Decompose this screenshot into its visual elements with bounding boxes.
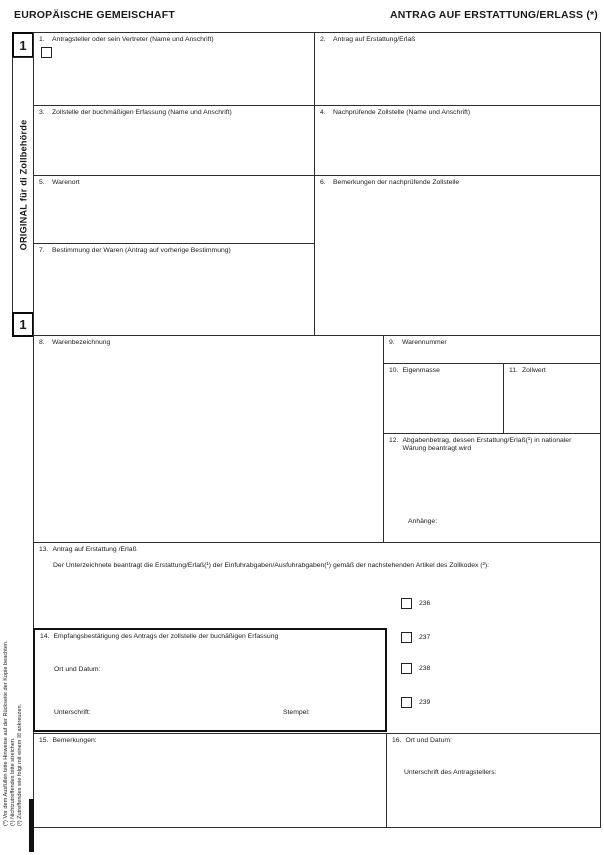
field-14-receipt-confirmation — [33, 628, 387, 732]
option-label: 239 — [419, 699, 431, 706]
scan-artifact-bar — [29, 799, 34, 852]
field-label: 15. Bemerkungen: — [39, 737, 97, 744]
option-label: 236 — [419, 600, 431, 607]
place-date-label: Ort und Datum: — [54, 666, 101, 673]
field-label: 4. Nachprüfende Zollstelle (Name und Anschrift) — [320, 109, 471, 116]
field-11-customs-value — [503, 363, 601, 434]
article-option-236 — [401, 598, 430, 609]
article-option-239 — [401, 697, 430, 708]
field-label: 5. Warenort — [39, 179, 80, 186]
field-label: 11. Zollwert — [509, 367, 546, 374]
field-2-application — [314, 32, 601, 106]
option-label: 237 — [419, 634, 431, 641]
option-label: 238 — [419, 665, 431, 672]
checkbox-236[interactable] — [401, 598, 412, 609]
footnote-1: (¹) Nichtzutreffendes bitte streichen. — [10, 737, 16, 826]
field-7-goods-destination — [33, 243, 315, 336]
field-3-customs-office-entry — [33, 105, 315, 176]
field-label: 10. Eigenmasse — [389, 367, 440, 374]
field-label: 3. Zollstelle der buchmäßigen Erfassung (Name und Anschrift) — [39, 109, 232, 116]
field-16-place-date-signature — [386, 733, 601, 828]
field-label: 13. Antrag auf Erstattung /Erlaß — [39, 546, 137, 553]
field-label: 7. Bestimmung der Waren (Antrag auf vorherige Bestimmung) — [39, 247, 231, 254]
field-1-applicant — [33, 32, 315, 106]
field-4-verifying-customs-office — [314, 105, 601, 176]
field-8-goods-description — [33, 335, 384, 543]
applicant-checkbox[interactable] — [41, 47, 52, 58]
declaration-text: Der Unterzeichnete beantragt die Erstattung/Erlaß(¹) der Einfuhrabgaben/Ausfuhrabgaben(¹) gemäß der nachstehenden Artikel des Zollkodex (²): — [53, 562, 489, 569]
checkbox-238[interactable] — [401, 663, 412, 674]
applicant-signature-label: Unterschrift des Antragstellers: — [404, 769, 497, 776]
form-title: ANTRAG AUF ERSTATTUNG/ERLASS (*) — [389, 9, 598, 21]
stamp-label: Stempel: — [283, 709, 310, 716]
copy-label-cell — [12, 57, 34, 313]
field-label: 9. Warennummer — [389, 339, 447, 346]
footnote-2: (²) Zutreffendes wie folgt mit einem ☒ ankreuzen. — [17, 703, 23, 826]
attachments-label: Anhänge: — [408, 518, 438, 525]
footnote-asterisk: (*) Vor dem Ausfüllen bitte Hinweise auf der Rückseite der Kopie beachten. — [3, 640, 9, 826]
field-6-remarks-verifying-office — [314, 175, 601, 336]
copy-number-bottom: 1 — [12, 312, 34, 337]
field-label: 12. Abgabenbetrag, dessen Erstattung/Erlaß(¹) in nationaler Wärung beantragt wird — [389, 437, 572, 452]
checkbox-237[interactable] — [401, 632, 412, 643]
field-12-duty-amount — [383, 433, 601, 543]
copy-number-top: 1 — [12, 32, 34, 58]
signature-label: Unterschrift: — [54, 709, 91, 716]
field-label: 14. Empfangsbestätigung des Antrags der zollstelle der buchäßigen Erfassung — [40, 633, 279, 640]
field-5-goods-location — [33, 175, 315, 244]
field-15-remarks — [33, 733, 387, 828]
field-label: 8. Warenbezeichnung — [39, 339, 111, 346]
margin-footnotes — [3, 628, 24, 826]
copy-label-vertical: ORIGINAL für di Zollbehörde — [18, 119, 29, 251]
field-9-commodity-code — [383, 335, 601, 364]
field-label: 1. Antragsteller oder sein Vertreter (Name und Anschrift) — [39, 36, 214, 43]
community-title: EUROPÄISCHE GEMEISCHAFT — [14, 9, 175, 21]
article-option-237 — [401, 632, 430, 643]
article-option-238 — [401, 663, 430, 674]
field-label: 2. Antrag auf Erstattung/Erlaß — [320, 36, 416, 43]
field-10-net-mass — [383, 363, 504, 434]
field-label: 6. Bemerkungen der nachprüfende Zollstelle — [320, 179, 460, 186]
checkbox-239[interactable] — [401, 697, 412, 708]
field-label: 16. Ort und Datum: — [392, 737, 452, 744]
